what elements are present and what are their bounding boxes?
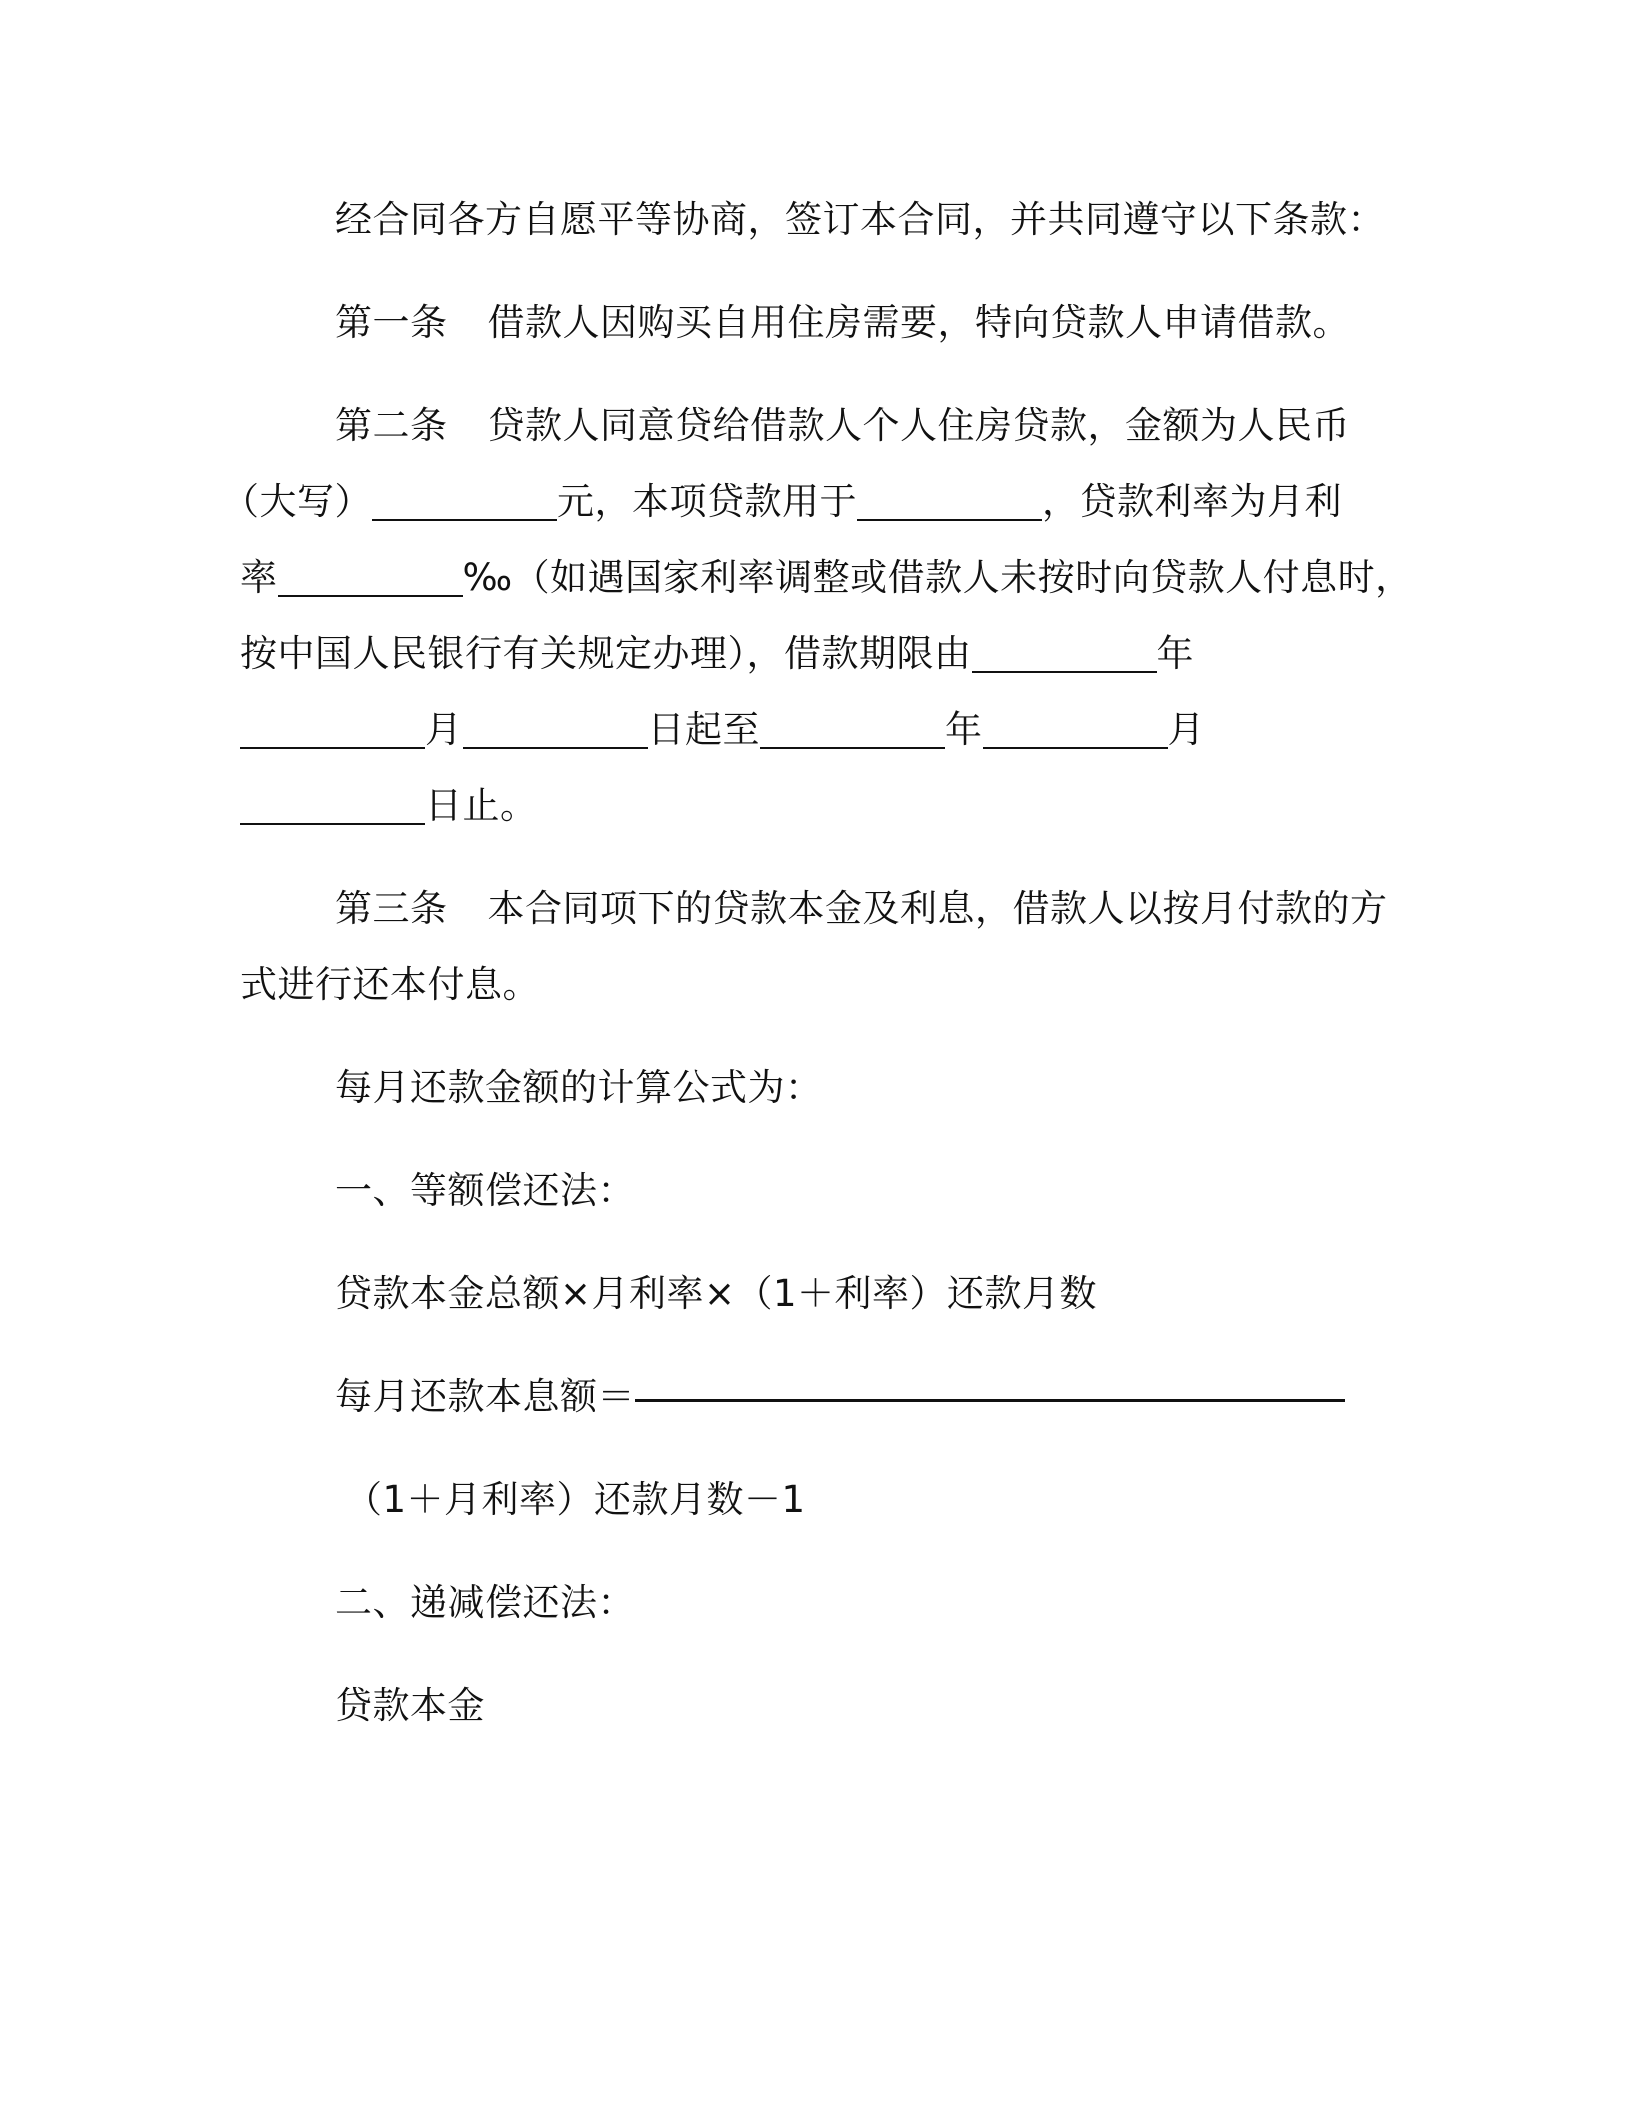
article-2-text-5a: 月 [425, 708, 463, 751]
article-2-line-1 [335, 401, 1350, 451]
method-1-label: 每月还款本息额＝ [335, 1375, 635, 1418]
article-2-line-6 [240, 781, 538, 831]
method-1-numerator [335, 1269, 1097, 1319]
method-2-text [335, 1681, 485, 1731]
article-1-heading: 第一条 [335, 301, 448, 344]
article-3-heading: 第三条 [335, 887, 448, 930]
end-day-blank[interactable] [240, 775, 425, 825]
start-year-blank[interactable] [972, 623, 1157, 673]
article-2-text-4b: 年 [1156, 632, 1194, 675]
article-2-text-5d: 月 [1167, 708, 1205, 751]
start-month-blank[interactable] [240, 699, 425, 749]
end-year-blank[interactable] [760, 699, 945, 749]
purpose-blank[interactable] [857, 471, 1042, 521]
end-month-blank[interactable] [983, 699, 1168, 749]
article-1-text: 借款人因购买自用住房需要，特向贷款人申请借款。 [487, 301, 1350, 344]
method-1-title-text: 一、等额偿还法： [335, 1169, 635, 1212]
article-3-text-2: 式进行还本付息。 [240, 963, 540, 1006]
method-2-title [335, 1578, 635, 1628]
article-2-text-2a: （大写） [222, 480, 372, 523]
article-1 [335, 298, 1350, 348]
article-2-text-2b: 元，本项贷款用于 [557, 480, 857, 523]
start-day-blank[interactable] [463, 699, 648, 749]
article-2-text-6: 日止。 [425, 784, 538, 827]
formula-intro-text: 每月还款金额的计算公式为： [335, 1066, 823, 1109]
method-1-denominator [345, 1475, 806, 1525]
article-3-text-1: 本合同项下的贷款本金及利息，借款人以按月付款的方 [487, 887, 1388, 930]
article-2-text-3a: 率 [240, 556, 278, 599]
amount-blank[interactable] [372, 471, 557, 521]
formula-intro [335, 1063, 823, 1113]
article-2-text-3b: ‰（如遇国家利率调整或借款人未按时向贷款人付息时， [462, 556, 1413, 599]
intro-text: 经合同各方自愿平等协商，签订本合同，并共同遵守以下条款： [335, 198, 1385, 241]
method-1-denominator-text: （1＋月利率）还款月数－1 [345, 1478, 806, 1521]
article-2-text-5b: 日起至 [647, 708, 760, 751]
method-2-title-text: 二、递减偿还法： [335, 1581, 635, 1624]
article-3-line-1 [335, 884, 1388, 934]
article-2-text-2c: ，贷款利率为月利 [1042, 480, 1342, 523]
article-3-line-2 [240, 960, 540, 1010]
article-2-line-2 [222, 477, 1342, 527]
article-2-line-5 [240, 705, 1205, 755]
intro-paragraph [335, 195, 1385, 245]
method-1-equation [335, 1372, 1345, 1422]
article-2-line-3 [240, 553, 1413, 603]
rate-blank[interactable] [278, 547, 463, 597]
fraction-bar [635, 1352, 1345, 1402]
article-2-line-4 [240, 629, 1194, 679]
article-2-text-4a: 按中国人民银行有关规定办理），借款期限由 [240, 632, 972, 675]
method-1-title [335, 1166, 635, 1216]
method-1-numerator-text: 贷款本金总额×月利率×（1＋利率）还款月数 [335, 1272, 1098, 1315]
article-2-text-1: 贷款人同意贷给借款人个人住房贷款，金额为人民币 [487, 404, 1350, 447]
method-2-body: 贷款本金 [335, 1684, 485, 1727]
article-2-heading: 第二条 [335, 404, 448, 447]
article-2-text-5c: 年 [945, 708, 983, 751]
